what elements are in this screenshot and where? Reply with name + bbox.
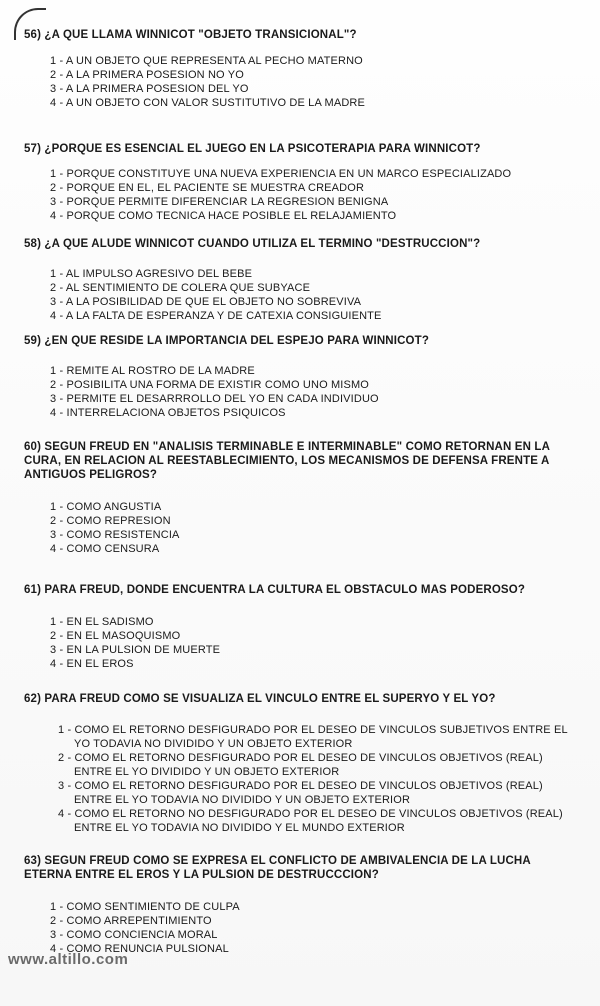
option: 4 - COMO EL RETORNO NO DESFIGURADO POR EL DESEO DE VINCULOS OBJETIVOS (REAL) ENTRE EL YO TODAVIA NO DIVIDIDO Y EL MUNDO EXTERIOR (58, 808, 563, 834)
option: 4 - COMO RENUNCIA PULSIONAL (50, 943, 229, 955)
option: 1 - EN EL SADISMO (50, 616, 154, 628)
watermark-link[interactable]: www.altillo.com (8, 951, 129, 968)
question-text: 61) PARA FREUD, DONDE ENCUENTRA LA CULTURA EL OBSTACULO MAS PODEROSO? (24, 584, 526, 596)
question-61 (24, 583, 580, 671)
option: 3 - EN LA PULSION DE MUERTE (50, 644, 221, 656)
option: 3 - PORQUE PERMITE DIFERENCIAR LA REGRESION BENIGNA (50, 196, 389, 208)
option: 2 - COMO EL RETORNO DESFIGURADO POR EL DESEO DE VINCULOS OBJETIVOS (REAL) ENTRE EL YO DIVIDIDO Y UN OBJETO EXTERIOR (58, 752, 543, 778)
option: 2 - COMO ARREPENTIMIENTO (50, 915, 212, 927)
question-text: 58) ¿A QUE ALUDE WINNICOT CUANDO UTILIZA EL TERMINO "DESTRUCCION"? (24, 238, 481, 250)
question-57 (24, 142, 580, 223)
question-text: 56) ¿A QUE LLAMA WINNICOT "OBJETO TRANSICIONAL"? (24, 29, 357, 41)
option: 2 - PORQUE EN EL, EL PACIENTE SE MUESTRA CREADOR (50, 182, 365, 194)
option: 1 - COMO ANGUSTIA (50, 501, 162, 513)
option: 2 - A LA PRIMERA POSESION NO YO (50, 69, 244, 81)
option: 3 - PERMITE EL DESARRROLLO DEL YO EN CADA INDIVIDUO (50, 393, 379, 405)
option: 3 - COMO RESISTENCIA (50, 529, 180, 541)
option: 1 - PORQUE CONSTITUYE UNA NUEVA EXPERIENCIA EN UN MARCO ESPECIALIZADO (50, 168, 512, 180)
option-list (24, 900, 580, 956)
question-text: 60) SEGUN FREUD EN "ANALISIS TERMINABLE E INTERMINABLE" COMO RETORNAN EN LA CURA, EN RELACION AL REESTABLECIMIENTO, LOS MECANISMOS DE DEFENSA FRENTE A ANTIGUOS PELIGROS? (24, 441, 550, 481)
option-list (24, 167, 580, 223)
option-list (24, 723, 568, 835)
option: 3 - A LA PRIMERA POSESION DEL YO (50, 83, 249, 95)
option: 1 - COMO SENTIMIENTO DE CULPA (50, 901, 240, 913)
option: 1 - AL IMPULSO AGRESIVO DEL BEBE (50, 268, 253, 280)
option: 3 - COMO CONCIENCIA MORAL (50, 929, 218, 941)
option: 2 - AL SENTIMIENTO DE COLERA QUE SUBYACE (50, 282, 311, 294)
question-58 (24, 237, 580, 323)
question-text: 59) ¿EN QUE RESIDE LA IMPORTANCIA DEL ESPEJO PARA WINNICOT? (24, 335, 429, 347)
option: 4 - A UN OBJETO CON VALOR SUSTITUTIVO DE LA MADRE (50, 97, 366, 109)
option: 3 - A LA POSIBILIDAD DE QUE EL OBJETO NO SOBREVIVA (50, 296, 362, 308)
question-62 (24, 692, 580, 835)
option-list (24, 364, 580, 420)
option: 1 - COMO EL RETORNO DESFIGURADO POR EL DESEO DE VINCULOS SUBJETIVOS ENTRE EL YO TODAVIA NO DIVIDIDO Y UN OBJETO EXTERIOR (58, 724, 568, 750)
option-list (24, 54, 580, 110)
question-63 (24, 854, 580, 956)
option: 4 - COMO CENSURA (50, 543, 160, 555)
question-59 (24, 334, 580, 420)
option: 2 - EN EL MASOQUISMO (50, 630, 181, 642)
option: 2 - POSIBILITA UNA FORMA DE EXISTIR COMO UNO MISMO (50, 379, 370, 391)
option: 4 - INTERRELACIONA OBJETOS PSIQUICOS (50, 407, 286, 419)
question-60 (24, 440, 580, 556)
option: 1 - REMITE AL ROSTRO DE LA MADRE (50, 365, 255, 377)
question-text: 63) SEGUN FREUD COMO SE EXPRESA EL CONFLICTO DE AMBIVALENCIA DE LA LUCHA ETERNA ENTRE EL EROS Y LA PULSION DE DESTRUCCCION? (24, 855, 531, 881)
question-text: 62) PARA FREUD COMO SE VISUALIZA EL VINCULO ENTRE EL SUPERYO Y EL YO? (24, 693, 496, 705)
option: 4 - EN EL EROS (50, 658, 134, 670)
option-list (24, 615, 580, 671)
option: 2 - COMO REPRESION (50, 515, 171, 527)
option: 3 - COMO EL RETORNO DESFIGURADO POR EL DESEO DE VINCULOS OBJETIVOS (REAL) ENTRE EL YO TODAVIA NO DIVIDIDO Y UN OBJETO EXTERIOR (58, 780, 543, 806)
option-list (24, 267, 580, 323)
question-56 (24, 28, 580, 110)
option-list (24, 500, 580, 556)
option: 1 - A UN OBJETO QUE REPRESENTA AL PECHO MATERNO (50, 55, 363, 67)
option: 4 - PORQUE COMO TECNICA HACE POSIBLE EL RELAJAMIENTO (50, 210, 397, 222)
question-text: 57) ¿PORQUE ES ESENCIAL EL JUEGO EN LA PSICOTERAPIA PARA WINNICOT? (24, 143, 481, 155)
option: 4 - A LA FALTA DE ESPERANZA Y DE CATEXIA CONSIGUIENTE (50, 310, 382, 322)
